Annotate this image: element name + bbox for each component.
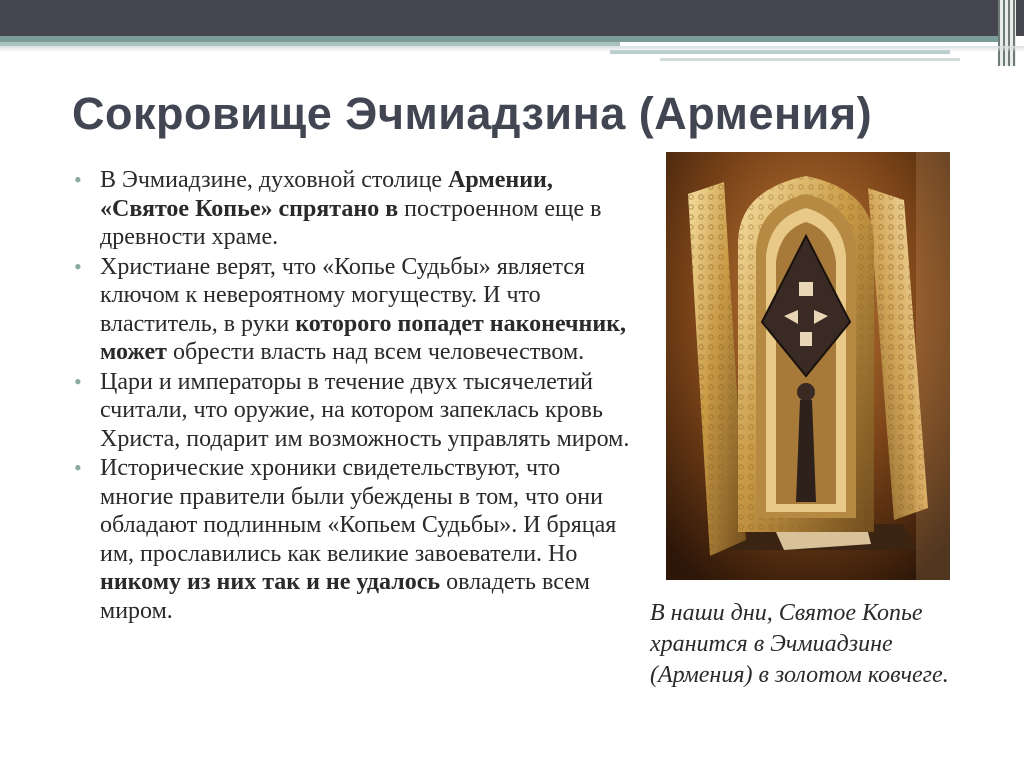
bullet-text: Цари и императоры в течение двух тысячелетий считали, что оружие, на котором запеклась кровь Христа, подарит им возможность управлять миром. xyxy=(100,368,630,452)
image-caption: В наши дни, Святое Копье хранится в Эчмиадзине (Армения) в золотом ковчеге. xyxy=(650,600,949,688)
golden-reliquary-photo xyxy=(666,152,950,580)
bullet-item xyxy=(72,253,632,367)
slide-title: Сокровище Эчмиадзина (Армения) xyxy=(72,88,873,139)
bullet-text: Исторические хроники свидетельствуют, что многие правители были убеждены в том, что они обладают подлинным «Копьем Судьбы». И бряцая им, прославились как великие завоеватели. Но никому из них так и не удалось овладеть всем миром. xyxy=(100,455,617,624)
bullet-text: В Эчмиадзине, духовной столице Армении, «Святое Копье» спрятано в построенном еще в древности храме. xyxy=(100,167,602,250)
top-decor-bar xyxy=(0,0,1024,36)
reliquary-illustration xyxy=(666,152,950,580)
bullet-marker-icon: • xyxy=(74,253,82,279)
bullet-text: Христиане верят, что «Копье Судьбы» является ключом к невероятному могуществу. И что властитель, в руки которого попадет наконечник, может обрести власть над всем человечеством. xyxy=(100,253,627,365)
corner-vertical-stripes xyxy=(998,0,1016,66)
bullet-item xyxy=(72,454,632,625)
bullet-item xyxy=(72,368,632,454)
bullet-item xyxy=(72,166,632,252)
bullet-list xyxy=(72,166,632,626)
bullet-marker-icon: • xyxy=(74,455,82,480)
bullet-marker-icon: • xyxy=(74,167,82,192)
top-accent-stripe-thin xyxy=(660,58,960,61)
bullet-marker-icon: • xyxy=(74,368,82,394)
header-shadow xyxy=(0,46,1024,52)
